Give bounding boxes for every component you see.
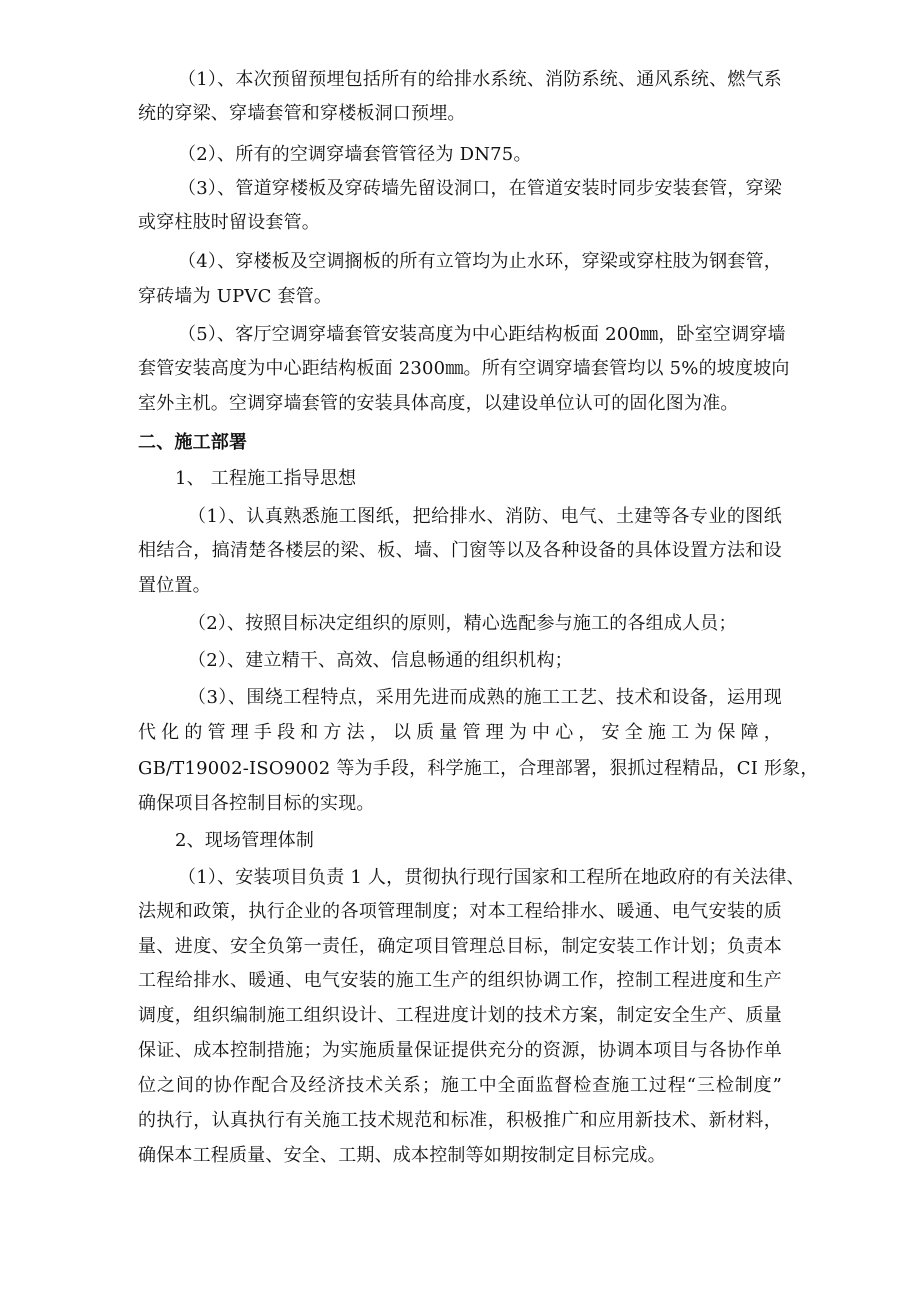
sub1-p1-line1: （1）、认真熟悉施工图纸，把给排水、消防、电气、土建等各专业的图纸 xyxy=(188,506,782,527)
sub2-p1-line4: 工程给排水、暖通、电气安装的施工生产的组织协调工作，控制工程进度和生产 xyxy=(138,970,782,991)
item1-line1: （1）、本次预留预埋包括所有的给排水系统、消防系统、通风系统、燃气系 xyxy=(178,69,782,90)
sub2-p1-line2: 法规和政策，执行企业的各项管理制度；对本工程给排水、暖通、电气安装的质 xyxy=(138,901,782,922)
sub2-p1-line7: 位之间的协作配合及经济技术关系；施工中全面监督检查施工过程“三检制度” xyxy=(138,1075,782,1096)
item5-line2: 套管安装高度为中心距结构板面 2300㎜。所有空调穿墙套管均以 5%的坡度坡向 xyxy=(138,358,790,379)
sub2-p1-line5: 调度，组织编制施工组织设计、工程进度计划的技术方案，制定安全生产、质量 xyxy=(138,1005,782,1026)
sub2-p1-line6: 保证、成本控制措施；为实施质量保证提供充分的资源，协调本项目与各协作单 xyxy=(138,1040,782,1061)
sub1-p3-line: （2）、建立精干、高效、信息畅通的组织机构； xyxy=(188,650,573,671)
sub1-p1-line2: 相结合，搞清楚各楼层的梁、板、墙、门窗等以及各种设备的具体设置方法和设 xyxy=(138,540,782,561)
item2-line: （2）、所有的空调穿墙套管管径为 DN75。 xyxy=(178,144,532,165)
sub1-p4-line3: GB/T19002-ISO9002 等为手段，科学施工，合理部署，狠抓过程精品，CI 形象， xyxy=(138,758,819,779)
sub2-p1-line1: （1）、安装项目负责 1 人，贯彻执行现行国家和工程所在地政府的有关法律、 xyxy=(178,867,805,888)
subsection1-title: 1、 工程施工指导思想 xyxy=(175,468,357,489)
sub2-p1-line3: 量、进度、安全负第一责任，确定项目管理总目标，制定安装工作计划；负责本 xyxy=(138,936,782,957)
sub1-p2-line: （2）、按照目标决定组织的原则，精心选配参与施工的各组成人员； xyxy=(188,613,737,634)
sub2-p1-line9: 确保本工程质量、安全、工期、成本控制等如期按制定目标完成。 xyxy=(138,1145,666,1166)
sub1-p4-line2: 代化的管理手段和方法，以质量管理为中心，安全施工为保障， xyxy=(138,722,782,743)
item3-line1: （3）、管道穿楼板及穿砖墙先留设洞口，在管道安装时同步安装套管，穿梁 xyxy=(178,178,782,199)
sub1-p1-line3: 置位置。 xyxy=(138,575,211,596)
subsection2-title: 2、现场管理体制 xyxy=(175,830,315,851)
item5-line1: （5）、客厅空调穿墙套管安装高度为中心距结构板面 200㎜，卧室空调穿墙 xyxy=(178,324,786,345)
section-heading: 二、施工部署 xyxy=(138,432,248,453)
item5-line3: 室外主机。空调穿墙套管的安装具体高度，以建设单位认可的固化图为准。 xyxy=(138,393,739,414)
item3-line2: 或穿柱肢时留设套管。 xyxy=(138,212,320,233)
sub1-p4-line4: 确保项目各控制目标的实现。 xyxy=(138,793,375,814)
sub2-p1-line8: 的执行，认真执行有关施工技术规范和标准，积极推广和应用新技术、新材料， xyxy=(138,1110,782,1131)
item4-line2: 穿砖墙为 UPVC 套管。 xyxy=(138,286,333,307)
item1-line2: 统的穿梁、穿墙套管和穿楼板洞口预埋。 xyxy=(138,103,466,124)
sub1-p4-line1: （3）、围绕工程特点，采用先进而成熟的施工工艺、技术和设备，运用现 xyxy=(188,687,782,708)
item4-line1: （4）、穿楼板及空调搁板的所有立管均为止水环，穿梁或穿柱肢为钢套管， xyxy=(178,251,782,272)
